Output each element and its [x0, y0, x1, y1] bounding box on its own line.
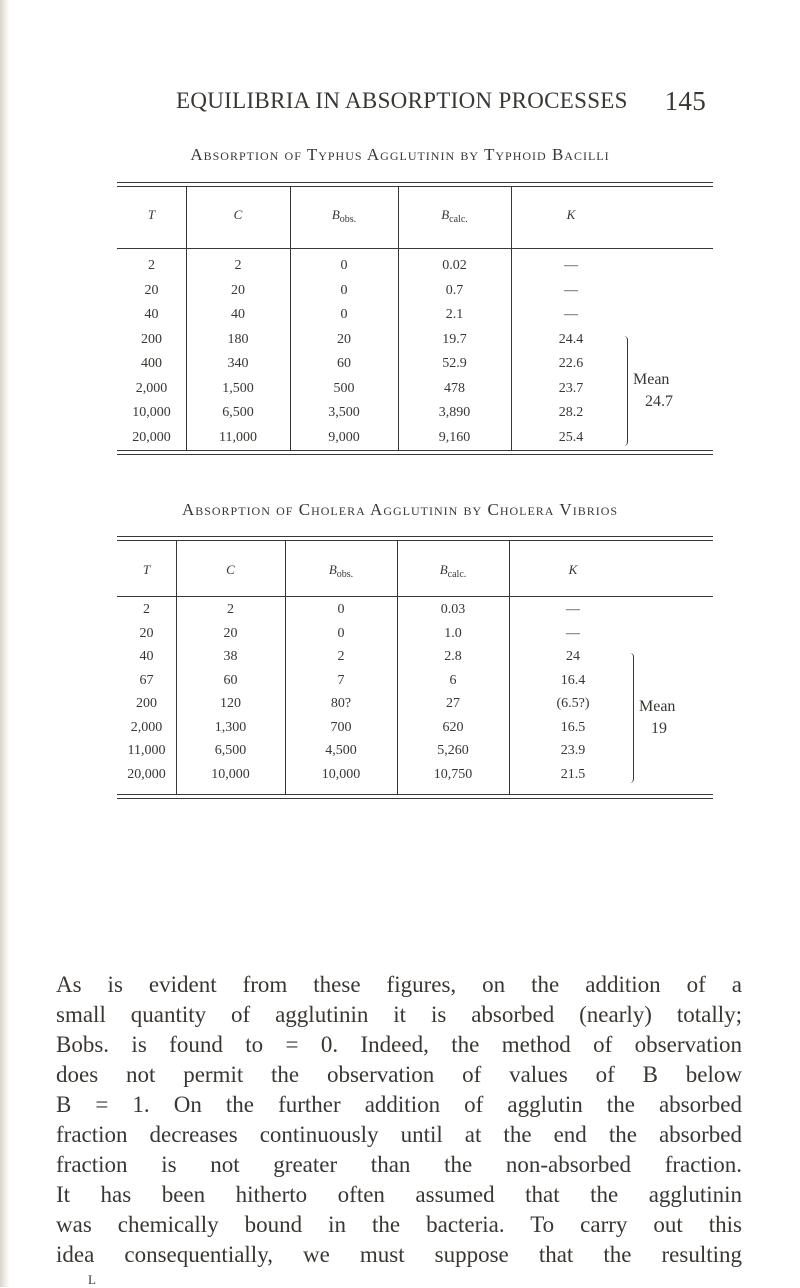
table-cell: 700 [330, 719, 352, 735]
table-cell: 23.9 [560, 743, 586, 758]
table-cell: 11,000 [219, 429, 257, 445]
mean-label: Mean [633, 370, 670, 388]
table2-top-rule-2 [117, 540, 713, 541]
table-cell: 80? [330, 696, 352, 711]
table1-bottom-rule-2 [117, 454, 713, 455]
table-cell: 10,000 [211, 766, 250, 782]
column-header: C [226, 562, 235, 577]
table-cell: 3,500 [328, 405, 360, 420]
paragraph-line: idea consequentially, we must suppose that the resulting [56, 1242, 742, 1267]
table-cell: 200 [136, 696, 157, 711]
column-header [397, 562, 509, 580]
mean-brace [621, 336, 628, 446]
paragraph-line: fraction is not greater than the non-absorbed fraction. [56, 1152, 742, 1177]
mean-value: 24.7 [645, 392, 673, 410]
table-cell: 6,500 [214, 743, 247, 758]
header-subscript: calc. [447, 569, 467, 580]
table-cell: 16.4 [560, 672, 586, 688]
table-cell: 478 [444, 380, 465, 396]
table2-bottom-rule [117, 794, 713, 795]
table-cell: 40 [231, 307, 245, 322]
table-cell: 27 [446, 696, 460, 711]
header-subscript: obs. [339, 214, 357, 225]
mean-brace [627, 653, 634, 783]
table-cell: 10,000 [132, 405, 171, 420]
table-cell: 6,500 [222, 405, 254, 420]
paragraph-line: fraction decreases continuously until at the end the absorbed [56, 1122, 742, 1147]
mean-value: 19 [651, 719, 667, 737]
table-cell: 2.8 [444, 649, 462, 664]
table-cell: 7 [337, 672, 345, 688]
table-cell: — [566, 602, 580, 617]
paragraph-line: Bobs. is found to = 0. Indeed, the method of observation [56, 1032, 742, 1057]
table-cell: 28.2 [558, 405, 584, 420]
table-cell: 2,000 [130, 719, 163, 735]
header-subscript: calc. [449, 214, 468, 225]
header-subscript: obs. [336, 569, 354, 580]
table-cell: 20 [144, 282, 159, 298]
column-header: K [568, 562, 578, 577]
page-number: 145 [664, 86, 706, 116]
mean-label: Mean [639, 697, 676, 715]
paragraph-line: It has been hitherto often assumed that the agglutinin [56, 1182, 742, 1207]
table-cell: 60 [337, 356, 351, 371]
table1-top-rule [117, 182, 713, 183]
table-cell: 0 [340, 258, 348, 273]
column-header: K [566, 207, 576, 222]
signature-mark: L [88, 1272, 96, 1287]
table-cell: 19.7 [442, 331, 467, 347]
table-cell: 20,000 [127, 766, 166, 782]
column-header: T [147, 207, 156, 222]
table-cell: 2 [148, 258, 155, 273]
table-cell: (6.5?) [556, 696, 590, 711]
table-cell: 120 [220, 696, 241, 711]
header-symbol: B [328, 562, 337, 577]
page-binding-edge [0, 0, 10, 1287]
table1-caption: Absorption of Typhus Agglutinin by Typhoid Bacilli [190, 145, 610, 164]
table-cell: 1.0 [444, 625, 462, 641]
table1-top-rule-2 [117, 186, 713, 187]
body-paragraph [56, 970, 742, 1270]
header-symbol: B [439, 562, 448, 577]
table-cell: 620 [442, 719, 464, 735]
table-cell: 24 [566, 649, 580, 664]
table-cell: 180 [227, 331, 249, 347]
table2-header-rule [117, 596, 713, 597]
table-cell: 16.5 [560, 719, 586, 735]
header-symbol: B [441, 207, 450, 222]
table-cell: 9,000 [328, 429, 360, 445]
table1-bottom-rule [117, 450, 713, 451]
table-cell: 0.02 [442, 258, 467, 273]
table-cell: — [564, 282, 578, 298]
column-header [285, 562, 397, 580]
table-cell: 5,260 [437, 743, 469, 758]
table-cell: 400 [141, 356, 162, 371]
table-cell: 9,160 [438, 429, 471, 445]
table-cell: 20 [223, 625, 238, 641]
column-header: T [142, 562, 151, 577]
table-cell: 2,000 [135, 380, 168, 396]
table-cell: 2 [143, 602, 150, 617]
table-cell: 20 [231, 282, 245, 298]
table-cell: 0.03 [440, 602, 466, 617]
running-header [176, 88, 706, 114]
table-cell: — [566, 625, 580, 641]
table-cell: 340 [227, 356, 249, 371]
table-cell: 0 [337, 602, 345, 617]
table-cell: 4,500 [325, 743, 357, 758]
table2-top-rule [117, 536, 713, 537]
table-cell: 24.4 [558, 331, 584, 347]
table-cell: 2 [234, 258, 242, 273]
table-cell: 0 [340, 307, 348, 322]
table-cell: 20,000 [132, 429, 171, 445]
table-cell: 25.4 [558, 429, 584, 445]
table-cell: 6 [449, 672, 457, 688]
table-cell: 2 [227, 602, 234, 617]
table-cell: 3,890 [438, 405, 471, 420]
table-cell: 2 [337, 649, 345, 664]
header-symbol: B [331, 207, 340, 222]
table-cell: 40 [144, 307, 159, 322]
table-cell: 52.9 [442, 356, 467, 371]
paragraph-line: As is evident from these figures, on the addition of a [56, 972, 742, 997]
table-cell: 40 [139, 649, 154, 664]
table-cell: 38 [223, 649, 238, 664]
table-cell: 20 [139, 625, 154, 641]
table-cell: 20 [337, 331, 351, 347]
paragraph-line: does not permit the observation of values of B below [56, 1062, 742, 1087]
table-cell: 0 [340, 282, 348, 298]
table-cell: 1,500 [222, 380, 254, 396]
table-cell: 200 [141, 331, 162, 347]
table1-header-rule [117, 248, 713, 249]
paragraph-line: was chemically bound in the bacteria. To carry out this [56, 1212, 742, 1237]
column-header [398, 207, 511, 225]
table-cell: 0.7 [445, 282, 464, 298]
table-cell: 23.7 [558, 380, 584, 396]
table-cell: — [564, 258, 578, 273]
paragraph-line: small quantity of agglutinin it is absorbed (nearly) totally; [56, 1002, 742, 1027]
table-cell: — [564, 307, 578, 322]
running-title: EQUILIBRIA IN ABSORPTION PROCESSES [176, 88, 628, 113]
table-cell: 11,000 [127, 743, 166, 758]
table-cell: 22.6 [558, 356, 584, 371]
table-cell: 500 [333, 380, 355, 396]
table2-bottom-rule-2 [117, 798, 713, 799]
column-header: C [233, 207, 243, 222]
paragraph-line: B = 1. On the further addition of agglutin the absorbed [56, 1092, 742, 1117]
table-cell: 2.1 [445, 307, 464, 322]
table-cell: 0 [337, 625, 345, 641]
table-cell: 60 [223, 672, 238, 688]
table-cell: 21.5 [560, 766, 586, 782]
table-cell: 1,300 [214, 719, 247, 735]
table-cell: 10,000 [321, 766, 361, 782]
table-cell: 67 [139, 672, 154, 688]
table-cell: 10,750 [433, 766, 473, 782]
table2-caption: Absorption of Cholera Agglutinin by Cholera Vibrios [181, 500, 619, 519]
column-header [290, 207, 398, 225]
